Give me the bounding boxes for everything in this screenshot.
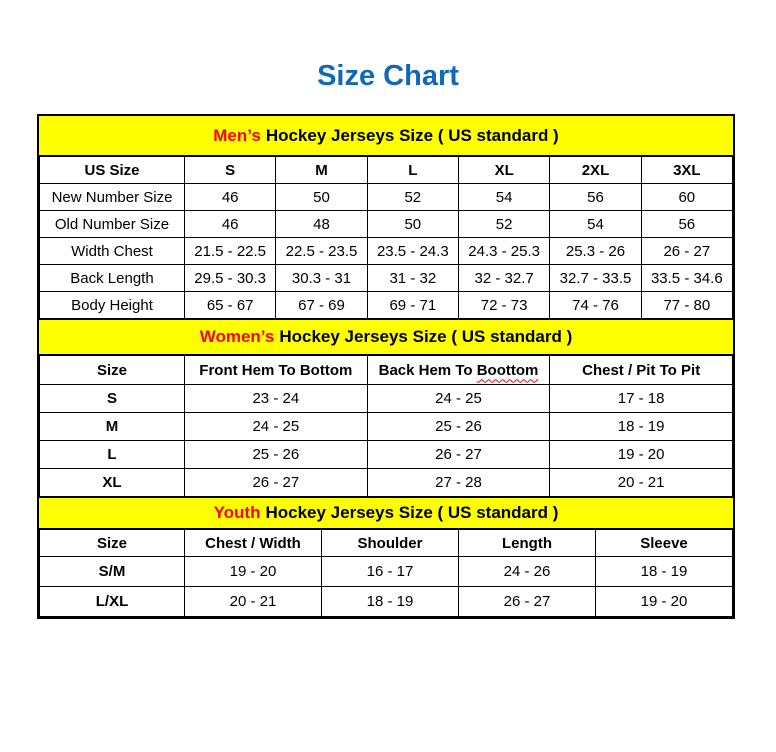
cell: 21.5 - 22.5	[185, 238, 276, 265]
cell: 52	[458, 211, 549, 238]
youth-banner	[39, 497, 733, 529]
header-text: Back Hem To	[378, 361, 477, 379]
youth-header-row	[40, 530, 733, 557]
cell: 74 - 76	[550, 292, 641, 319]
youth-size-table	[39, 529, 733, 617]
cell: 46	[185, 211, 276, 238]
cell: 24.3 - 25.3	[458, 238, 549, 265]
cell: 54	[458, 184, 549, 211]
cell: 19 - 20	[596, 587, 733, 617]
cell: 31 - 32	[367, 265, 458, 292]
cell: 54	[550, 211, 641, 238]
mens-header-row	[40, 157, 733, 184]
cell: 23.5 - 24.3	[367, 238, 458, 265]
header-cell: L	[367, 157, 458, 184]
header-cell: Size	[40, 530, 185, 557]
table-row	[40, 211, 733, 238]
cell: 60	[641, 184, 732, 211]
cell: 26 - 27	[641, 238, 732, 265]
cell: 24 - 25	[367, 385, 550, 413]
cell: 19 - 20	[185, 557, 322, 587]
row-label: L	[40, 441, 185, 469]
cell: 56	[641, 211, 732, 238]
cell: 25.3 - 26	[550, 238, 641, 265]
header-cell: XL	[458, 157, 549, 184]
cell: 18 - 19	[322, 587, 459, 617]
table-row	[40, 184, 733, 211]
cell: 24 - 25	[185, 413, 368, 441]
header-cell: Length	[459, 530, 596, 557]
row-label: Body Height	[40, 292, 185, 319]
cell: 30.3 - 31	[276, 265, 367, 292]
row-label: S/M	[40, 557, 185, 587]
row-label: S	[40, 385, 185, 413]
mens-banner-text: Hockey Jerseys Size ( US standard )	[265, 125, 559, 145]
mens-banner	[39, 116, 733, 156]
cell: 26 - 27	[459, 587, 596, 617]
header-cell: Sleeve	[596, 530, 733, 557]
cell: 20 - 21	[550, 469, 733, 497]
table-row	[40, 469, 733, 497]
row-label: L/XL	[40, 587, 185, 617]
header-cell: Shoulder	[322, 530, 459, 557]
cell: 25 - 26	[185, 441, 368, 469]
table-row	[40, 587, 733, 617]
cell: 27 - 28	[367, 469, 550, 497]
table-row	[40, 385, 733, 413]
cell: 29.5 - 30.3	[185, 265, 276, 292]
youth-banner-text: Hockey Jerseys Size ( US standard )	[265, 503, 559, 522]
cell: 17 - 18	[550, 385, 733, 413]
youth-section	[39, 497, 733, 617]
header-cell: Size	[40, 356, 185, 385]
header-cell: Chest / Pit To Pit	[550, 356, 733, 385]
cell: 18 - 19	[550, 413, 733, 441]
row-label: Back Length	[40, 265, 185, 292]
youth-banner-highlight: Youth	[213, 503, 261, 522]
table-row	[40, 413, 733, 441]
table-row	[40, 557, 733, 587]
mens-section	[39, 116, 733, 319]
cell: 50	[367, 211, 458, 238]
cell: 52	[367, 184, 458, 211]
cell: 26 - 27	[185, 469, 368, 497]
row-label: Old Number Size	[40, 211, 185, 238]
cell: 72 - 73	[458, 292, 549, 319]
row-label: New Number Size	[40, 184, 185, 211]
cell: 32 - 32.7	[458, 265, 549, 292]
cell: 77 - 80	[641, 292, 732, 319]
cell: 33.5 - 34.6	[641, 265, 732, 292]
row-label: XL	[40, 469, 185, 497]
mens-size-table	[39, 156, 733, 319]
womens-size-table	[39, 355, 733, 497]
cell: 67 - 69	[276, 292, 367, 319]
cell: 46	[185, 184, 276, 211]
womens-header-row	[40, 356, 733, 385]
cell: 69 - 71	[367, 292, 458, 319]
cell: 25 - 26	[367, 413, 550, 441]
header-cell: 3XL	[641, 157, 732, 184]
header-cell: 2XL	[550, 157, 641, 184]
cell: 16 - 17	[322, 557, 459, 587]
table-row	[40, 265, 733, 292]
womens-banner-text: Hockey Jerseys Size ( US standard )	[279, 327, 573, 346]
womens-section	[39, 319, 733, 497]
cell: 48	[276, 211, 367, 238]
row-label: M	[40, 413, 185, 441]
header-cell: S	[185, 157, 276, 184]
cell: 56	[550, 184, 641, 211]
cell: 32.7 - 33.5	[550, 265, 641, 292]
cell: 50	[276, 184, 367, 211]
row-label: Width Chest	[40, 238, 185, 265]
cell: 22.5 - 23.5	[276, 238, 367, 265]
womens-banner-highlight: Women’s	[199, 327, 275, 346]
cell: 20 - 21	[185, 587, 322, 617]
misspelled-word: Boottom	[476, 361, 539, 379]
size-chart	[37, 114, 735, 619]
header-cell: US Size	[40, 157, 185, 184]
cell: 65 - 67	[185, 292, 276, 319]
cell: 24 - 26	[459, 557, 596, 587]
page-title: Size Chart	[317, 60, 459, 92]
womens-banner	[39, 319, 733, 355]
mens-banner-highlight: Men’s	[213, 125, 261, 145]
header-cell-misspelled	[367, 356, 550, 385]
cell: 18 - 19	[596, 557, 733, 587]
header-cell: Chest / Width	[185, 530, 322, 557]
cell: 26 - 27	[367, 441, 550, 469]
table-row	[40, 292, 733, 319]
cell: 19 - 20	[550, 441, 733, 469]
table-row	[40, 238, 733, 265]
table-row	[40, 441, 733, 469]
header-cell: Front Hem To Bottom	[185, 356, 368, 385]
cell: 23 - 24	[185, 385, 368, 413]
header-cell: M	[276, 157, 367, 184]
